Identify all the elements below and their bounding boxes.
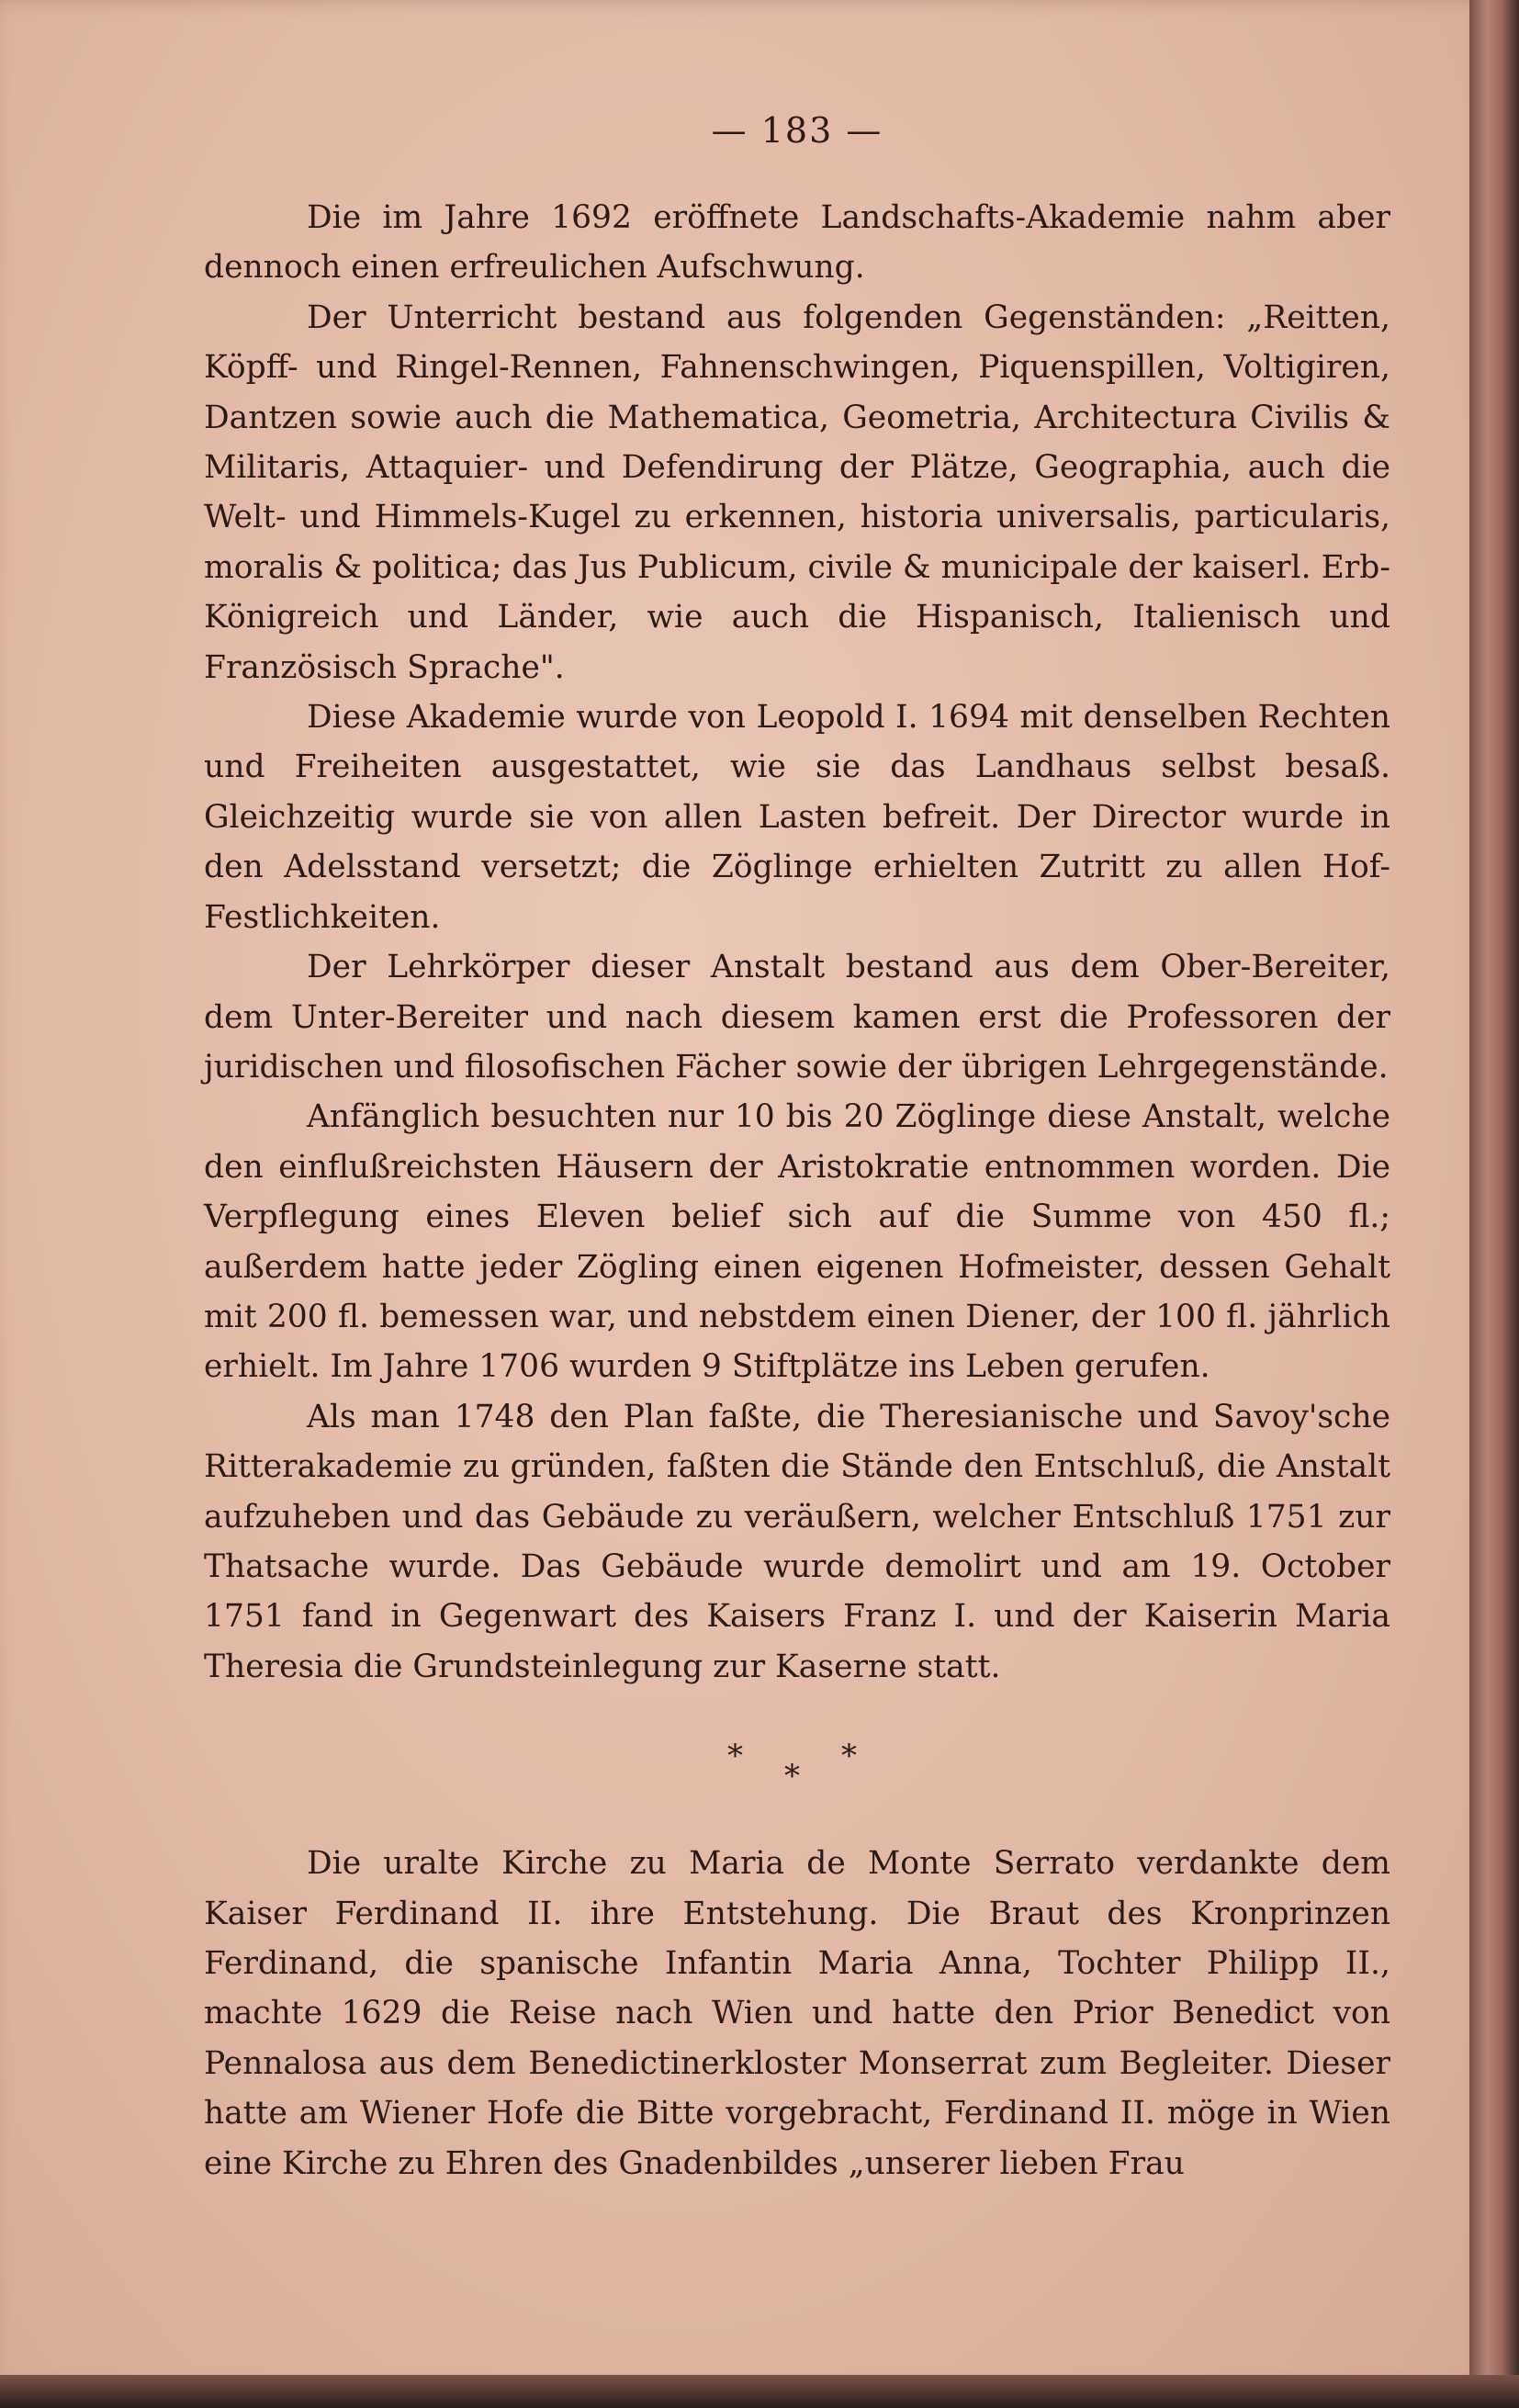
separator-asterisk: * — [841, 1738, 857, 1775]
paragraph-1: Die im Jahre 1692 eröffnete Landschafts-Akademie nahm aber dennoch einen erfreulichen Aufschwung. — [204, 199, 1390, 287]
paragraph-2: Der Unterricht bestand aus folgenden Gegenständen: „Reitten, Köpff- und Ringel-Rennen, Fahnenschwingen, Piquenspillen, Voltigiren, Dantzen sowie auch die Mathematica, Geometria, Architectura Civilis & Militaris, Attaquier- und Defendirung der Plätze, Geographia, auch die Welt- und Himmels-Kugel zu erkennen, historia universalis, particularis, moralis & politica; das Jus Publicum, civile & municipale der kaiserl. Erb-Königreich und Länder, wie auch die Hispanisch, Italienisch und Französisch Sprache". — [204, 298, 1390, 686]
paragraph-7: Die uralte Kirche zu Maria de Monte Serrato verdankte dem Kaiser Ferdinand II. ihre Entstehung. Die Braut des Kronprinzen Ferdinand, die spanische Infantin Maria Anna, Tochter Philipp II., machte 1629 die Reise nach Wien und hatte den Prior Benedict von Pennalosa aus dem Benedictinerkloster Monserrat zum Begleiter. Dieser hatte am Wiener Hofe die Bitte vorgebracht, Ferdinand II. möge in Wien eine Kirche zu Ehren des Gnadenbildes „unserer lieben Frau — [204, 1845, 1390, 2182]
book-binding — [1469, 0, 1519, 2408]
separator-asterisk: * — [784, 1758, 800, 1795]
section-separator — [204, 1701, 1390, 1839]
paragraph-3: Diese Akademie wurde von Leopold I. 1694 mit denselben Rechten und Freiheiten ausgestattet, wie sie das Landhaus selbst besaß. Gleichzeitig wurde sie von allen Lasten befreit. Der Director wurde in den Adelsstand versetzt; die Zöglinge erhielten Zutritt zu allen Hof-Festlichkeiten. — [204, 699, 1390, 936]
paragraph-4: Der Lehrkörper dieser Anstalt bestand aus dem Ober-Bereiter, dem Unter-Bereiter und nach diesem kamen erst die Professoren der juridischen und filosofischen Fächer sowie der übrigen Lehrgegenstände. — [204, 949, 1390, 1086]
page-number: — 183 — — [711, 110, 883, 151]
paragraph-6: Als man 1748 den Plan faßte, die Theresianische und Savoy'sche Ritterakademie zu gründen, faßten die Stände den Entschluß, die Anstalt aufzuheben und das Gebäude zu veräußern, welcher Entschluß 1751 zur Thatsache wurde. Das Gebäude wurde demolirt und am 19. October 1751 fand in Gegenwart des Kaisers Franz I. und der Kaiserin Maria Theresia die Grundsteinlegung zur Kaserne statt. — [204, 1398, 1390, 1685]
page-bottom-edge — [0, 2375, 1519, 2408]
paragraph-5: Anfänglich besuchten nur 10 bis 20 Zöglinge diese Anstalt, welche den einflußreichsten Häusern der Aristokratie entnommen worden. Die Verpflegung eines Eleven belief sich auf die Summe von 450 fl.; außerdem hatte jeder Zögling einen eigenen Hofmeister, dessen Gehalt mit 200 fl. bemessen war, und nebstdem einen Diener, der 100 fl. jährlich erhielt. Im Jahre 1706 wurden 9 Stiftplätze ins Leben gerufen. — [204, 1098, 1390, 1386]
page-text — [204, 110, 1390, 2189]
separator-asterisk: * — [727, 1738, 743, 1775]
